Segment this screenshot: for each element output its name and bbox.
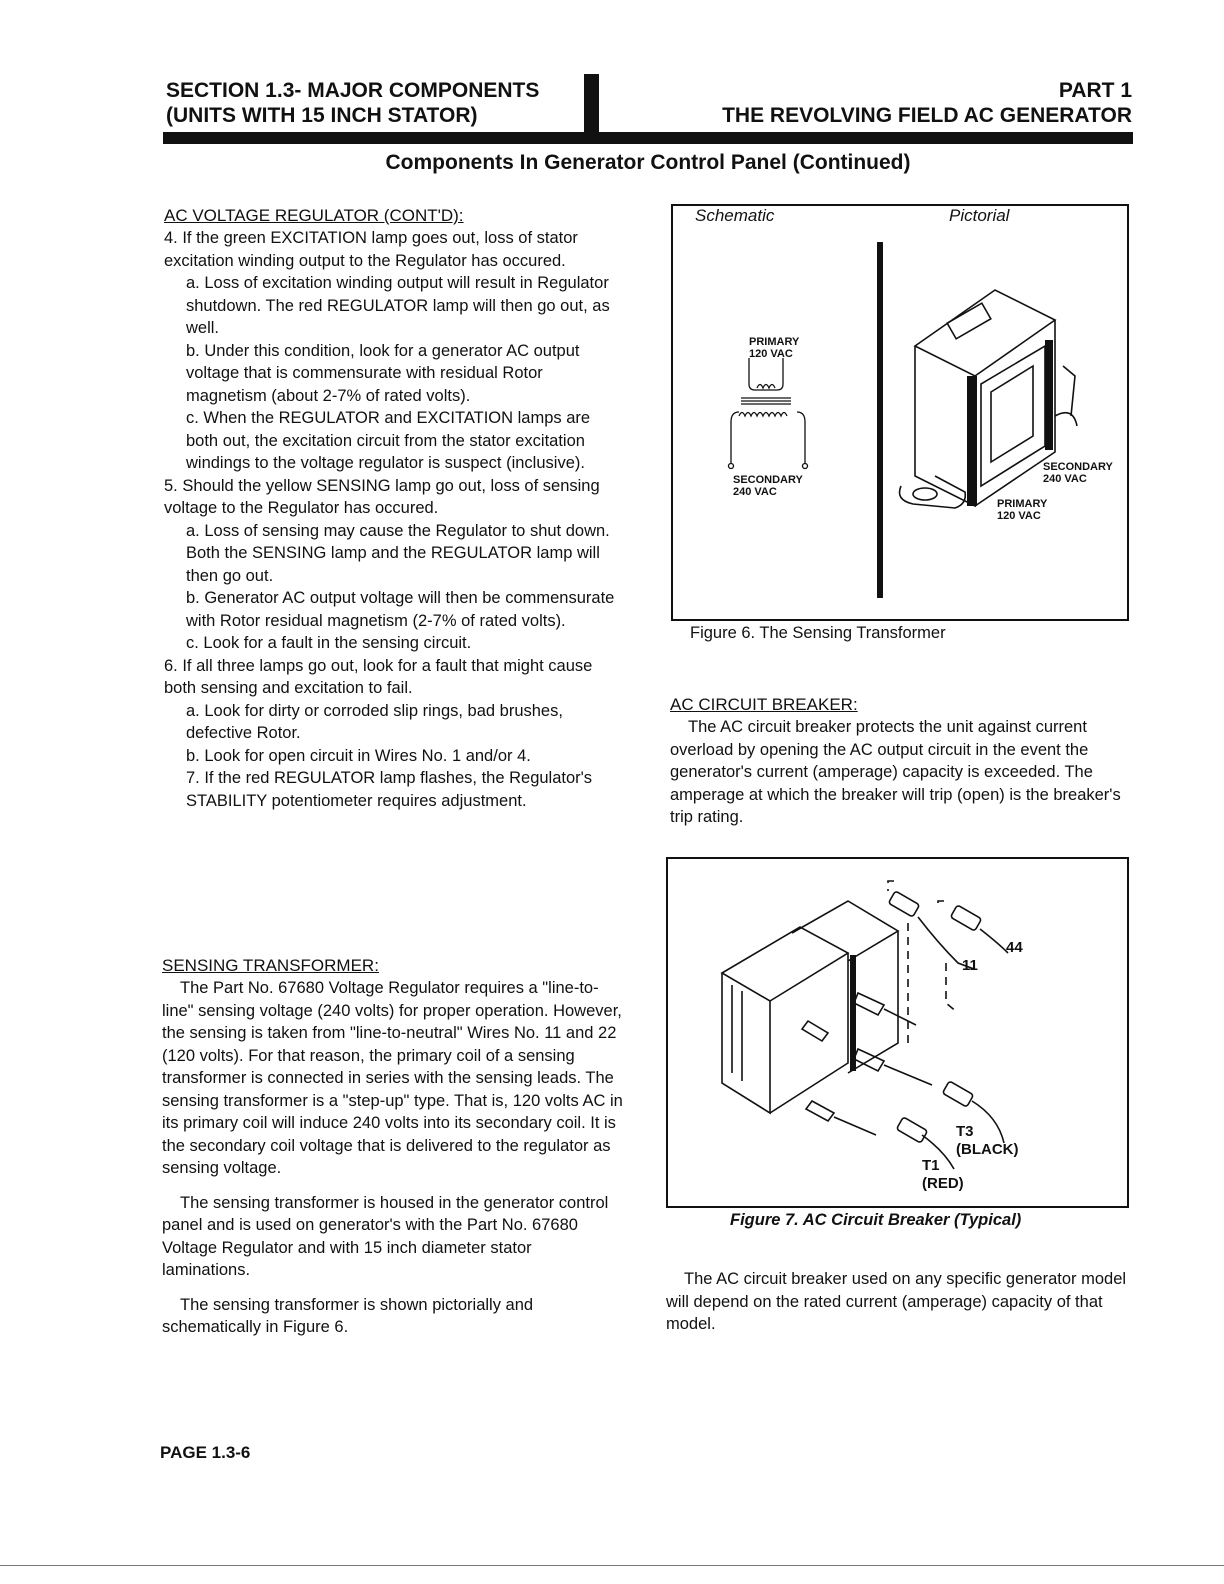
paragraph-5a: a. Loss of sensing may cause the Regulator to shut down. Both the SENSING lamp and the REGULATOR lamp will then go out. <box>186 521 610 585</box>
paragraph-4: 4. If the green EXCITATION lamp goes out, loss of stator excitation winding output to the Regulator has occured. <box>164 229 578 270</box>
page-number: PAGE 1.3-6 <box>160 1443 251 1462</box>
breaker-section <box>670 694 1130 829</box>
figure-6-caption: Figure 6. The Sensing Transformer <box>690 624 946 642</box>
sensing-paragraph-1: The Part No. 67680 Voltage Regulator requires a "line-to-line" sensing voltage (240 volts) for proper operation. However, the sensing is taken from "line-to-neutral" Wires No. 11 and 22 (120 volts). For that reason, the primary coil of a sensing transformer is connected in series with the sensing leads. The sensing transformer is a "step-up" type. That is, 120 volts AC in its primary coil will induce 240 volts into its secondary coil. It is the secondary coil voltage that is delivered to the regulator as sensing voltage. <box>162 979 623 1177</box>
pictorial-primary-label: PRIMARY <box>997 498 1048 510</box>
breaker-paragraph-1: The AC circuit breaker protects the unit against current overload by opening the AC output circuit in the event the generator's current (amperage) capacity is exceeded. The amperage at which the breaker will trip (open) is the breaker's trip rating. <box>670 718 1121 826</box>
paragraph-6b: b. Look for open circuit in Wires No. 1 and/or 4. <box>186 746 531 765</box>
paragraph-6: 6. If all three lamps go out, look for a fault that might cause both sensing and excitation to fail. <box>164 656 593 697</box>
paragraph-7: 7. If the red REGULATOR lamp flashes, the Regulator's STABILITY potentiometer requires adjustment. <box>186 769 593 810</box>
page-title: Components In Generator Control Panel (Continued) <box>385 151 911 174</box>
paragraph-6a: a. Look for dirty or corroded slip rings, bad brushes, defective Rotor. <box>186 701 563 742</box>
transformer-pictorial <box>895 276 1095 536</box>
paragraph-5c: c. Look for a fault in the sensing circuit. <box>186 634 472 652</box>
pictorial-primary-volts: 120 VAC <box>997 510 1041 522</box>
sensing-paragraph-2: The sensing transformer is housed in the generator control panel and is used on generator's with the Part No. 67680 Voltage Regulator and with 15 inch diameter stator laminations. <box>162 1193 609 1279</box>
pictorial-label: Pictorial <box>949 206 1010 225</box>
wire-44-label: 44 <box>1006 939 1023 956</box>
t3-label: T3 <box>956 1123 974 1140</box>
sensing-section <box>162 955 624 1339</box>
breaker-heading: AC CIRCUIT BREAKER: <box>670 695 858 714</box>
t1-label: T1 <box>922 1157 940 1174</box>
figure-7-caption: Figure 7. AC Circuit Breaker (Typical) <box>730 1211 1022 1229</box>
header-rule <box>163 132 1133 144</box>
paragraph-4c: c. When the REGULATOR and EXCITATION lamps are both out, the excitation circuit from the stator excitation windings to the voltage regulator is suspect (inclusive). <box>186 409 591 472</box>
primary-volts: 120 VAC <box>749 348 793 360</box>
pictorial-secondary-volts: 240 VAC <box>1043 473 1087 485</box>
figure-divider <box>877 242 883 598</box>
sensing-paragraph-3: The sensing transformer is shown pictorially and schematically in Figure 6. <box>162 1295 534 1336</box>
section-line-1: SECTION 1.3- MAJOR COMPONENTS <box>166 79 540 102</box>
part-line-2: THE REVOLVING FIELD AC GENERATOR <box>722 104 1132 127</box>
part-line-1: PART 1 <box>1058 79 1132 102</box>
wire-11-label: 11 <box>962 957 978 974</box>
black-label: (BLACK) <box>956 1141 1019 1158</box>
paragraph-4a: a. Loss of excitation winding output will result in Regulator shutdown. The red REGULATOR lamp will then go out, as well. <box>186 274 610 337</box>
schematic-label: Schematic <box>695 206 775 225</box>
regulator-section <box>164 205 624 812</box>
primary-label: PRIMARY <box>749 336 800 348</box>
regulator-heading: AC VOLTAGE REGULATOR (CONT'D): <box>164 206 464 225</box>
header-divider-bar <box>584 74 599 134</box>
secondary-volts: 240 VAC <box>733 486 777 498</box>
pictorial-secondary-label: SECONDARY <box>1043 461 1113 473</box>
paragraph-4b: b. Under this condition, look for a generator AC output voltage that is commensurate with residual Rotor magnetism (about 2-7% of rated volts). <box>186 341 580 405</box>
figure-6-frame <box>671 204 1129 621</box>
figure-7-frame <box>666 857 1129 1208</box>
part-title <box>722 78 1132 128</box>
paragraph-5: 5. Should the yellow SENSING lamp go out, loss of sensing voltage to the Regulator has occured. <box>164 476 600 517</box>
breaker-paragraph-2-block <box>666 1268 1128 1336</box>
breaker-paragraph-2: The AC circuit breaker used on any specific generator model will depend on the rated current (amperage) capacity of that model. <box>666 1270 1127 1333</box>
sensing-heading: SENSING TRANSFORMER: <box>162 956 379 975</box>
secondary-label: SECONDARY <box>733 474 803 486</box>
footer-rule <box>0 1565 1224 1566</box>
section-title <box>166 78 539 128</box>
red-label: (RED) <box>922 1175 964 1192</box>
section-line-2: (UNITS WITH 15 INCH STATOR) <box>166 104 478 127</box>
paragraph-5b: b. Generator AC output voltage will then be commensurate with Rotor residual magnetism (2-7% of rated volts). <box>186 589 615 630</box>
